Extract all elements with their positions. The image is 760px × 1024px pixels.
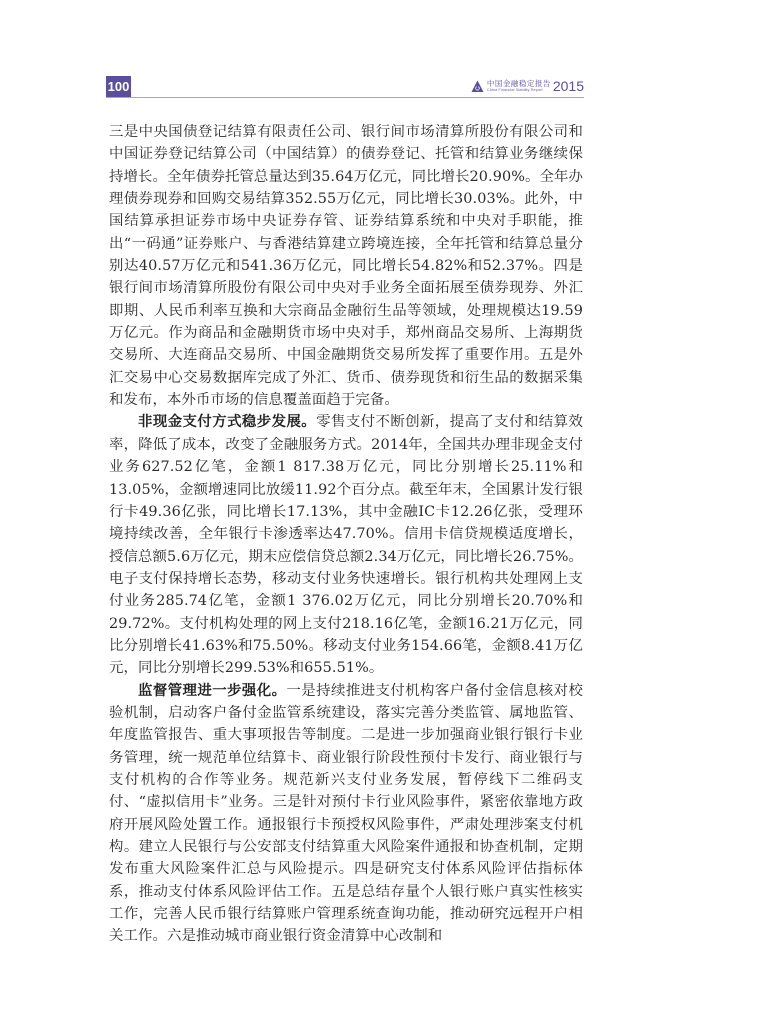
- logo-title-cn: 中国金融稳定报告: [486, 78, 551, 88]
- paragraph-text: 一是持续推进支付机构客户备付金信息核对校验机制，启动客户备付金监管系统建设，落实完善分类监管、属地监管、年度监管报告、重大事项报告等制度。二是进一步加强商业银行银行卡业务管理，统一规范单位结算卡、商业银行阶段性预付卡发行、商业银行与支付机构的合作等业务。规范新兴支付业务发展，暂停线下二维码支付、“虚拟信用卡”业务。三是针对预付卡行业风险事件，紧密依靠地方政府开展风险处置工作。通报银行卡预授权风险事件，严肃处理涉案支付机构。建立人民银行与公安部支付结算重大风险案件通报和协查机制，定期发布重大风险案件汇总与风险提示。四是研究支付体系风险评估指标体系，推动支付体系风险评估工作。五是总结存量个人银行账户真实性核实工作，完善人民币银行结算账户管理系统查询功能，推动研究远程开户相关工作。六是推动城市商业银行资金清算中心改制和: [109, 682, 583, 945]
- paragraph-noncash-payments: [109, 411, 583, 679]
- header-divider: [106, 97, 584, 98]
- triangle-logo-icon: [471, 80, 484, 93]
- paragraph-clearing-institutions: [109, 121, 583, 411]
- logo-text: [487, 80, 551, 93]
- paragraph-lead: 非现金支付方式稳步发展。: [138, 414, 317, 431]
- logo-year: 2015: [552, 78, 584, 94]
- paragraph-lead: 监督管理进一步强化。: [138, 682, 287, 699]
- paragraph-supervision: [109, 680, 583, 948]
- report-logo: [471, 77, 584, 95]
- document-body: [109, 121, 583, 948]
- paragraph-text: 三是中央国债登记结算有限责任公司、银行间市场清算所股份有限公司和中国证券登记结算公司（中国结算）的债券登记、托管和结算业务继续保持增长。全年债券托管总量达到35.64万亿元，同比增长20.90%。全年办理债券现券和回购交易结算352.55万亿元，同比增长30.03%。此外，中国结算承担证券市场中央证券存管、证券结算系统和中央对手职能，推出“一码通”证券账户、与香港结算建立跨境连接，全年托管和结算总量分别达40.57万亿元和541.36万亿元，同比增长54.82%和52.37%。四是银行间市场清算所股份有限公司中央对手业务全面拓展至债券现券、外汇即期、人民币利率互换和大宗商品金融衍生品等领域，处理规模达19.59万亿元。作为商品和金融期货市场中央对手，郑州商品交易所、上海期货交易所、大连商品交易所、中国金融期货交易所发挥了重要作用。五是外汇交易中心交易数据库完成了外汇、货币、债券现货和衍生品的数据采集和发布，本外币市场的信息覆盖面趋于完备。: [109, 124, 583, 409]
- logo-title-en: China Financial Stability Report: [486, 87, 543, 93]
- page-header: [106, 76, 584, 99]
- paragraph-text: 零售支付不断创新，提高了支付和结算效率，降低了成本，改变了金融服务方式。2014年，全国共办理非现金支付业务627.52亿笔，金额1 817.38万亿元，同比分别增长25.11%和13.05%，金额增速同比放缓11.92个百分点。截至年末，全国累计发行银行卡49.36亿张，同比增长17.13%，其中金融IC卡12.26亿张，受理环境持续改善，全年银行卡渗透率达47.70%。信用卡信贷规模适度增长，授信总额5.6万亿元，期末应偿信贷总额2.34万亿元，同比增长26.75%。电子支付保持增长态势，移动支付业务快速增长。银行机构共处理网上支付业务285.74亿笔，金额1 376.02万亿元，同比分别增长20.70%和29.72%。支付机构处理的网上支付218.16亿笔，金额16.21万亿元，同比分别增长41.63%和75.50%。移动支付业务154.66笔，金额8.41万亿元，同比分别增长299.53%和655.51%。: [109, 414, 583, 677]
- page-number-badge: 100: [106, 76, 131, 98]
